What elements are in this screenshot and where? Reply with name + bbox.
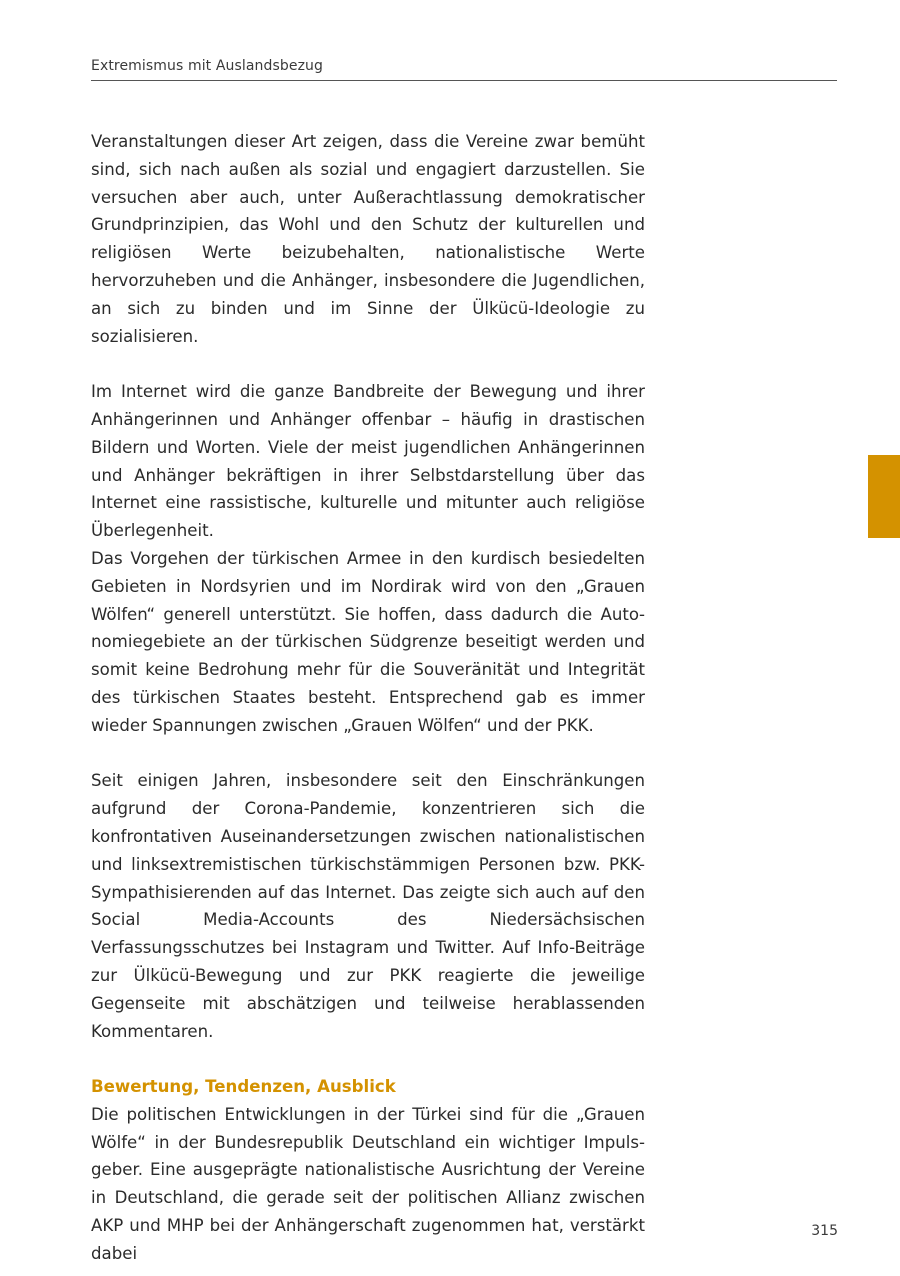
body-text: [91, 128, 645, 1268]
paragraph-3: Das Vorgehen der türkischen Armee in den kurdisch besiedelten Gebieten in Nordsyrien und im Nordirak wird von den „Grauen Wölfen“ generell unterstützt. Sie hoffen, dass dadurch die Autonomiegebiete an der türkischen Südgrenze beseitigt werden und somit keine Bedrohung mehr für die Souveränität und Integrität des türkischen Staates besteht. Entsprechend gab es immer wieder Spannungen zwischen „Grauen Wölfen“ und der PKK.: [91, 548, 645, 735]
paragraph-gap: [91, 350, 645, 378]
paragraph-gap: [91, 1045, 645, 1073]
chapter-tab-marker: [868, 455, 900, 538]
page-number: 315: [811, 1223, 838, 1239]
paragraph-gap: [91, 740, 645, 768]
paragraph-1: Veranstaltungen dieser Art zeigen, dass die Vereine zwar bemüht sind, sich nach außen als sozial und engagiert darzustellen. Sie versuchen aber auch, unter Außerachtlassung demokratischer Grundprinzipien, das Wohl und den Schutz der kulturellen und religiösen Werte beizubehalten, nationalistische Werte hervorzuheben und die Anhänger, insbesondere die Jugendlichen, an sich zu binden und im Sinne der Ülkücü-Ideologie zu sozialisieren.: [91, 132, 645, 346]
section-paragraph: Die politischen Entwicklungen in der Türkei sind für die „Grauen Wölfe“ in der Bundesrepublik Deutschland ein wichtiger Impulsgeber. Eine ausgeprägte nationalistische Ausrichtung der Vereine in Deutschland, die gerade seit der politischen Allianz zwischen AKP und MHP bei der Anhängerschaft zugenommen hat, verstärkt dabei: [91, 1104, 645, 1263]
paragraph-4: Seit einigen Jahren, insbesondere seit den Einschränkungen aufgrund der Corona-Pandemie, konzentrieren sich die konfrontativen Auseinandersetzungen zwischen nationalistischen und linksextremistischen türkischstämmigen Personen bzw. PKK-Sympathisierenden auf das Internet. Das zeigte sich auch auf den Social Media-Accounts des Niedersächsischen Verfassungsschutzes bei Instagram und Twitter. Auf Info-Beiträge zur Ülkücü-Bewegung und zur PKK reagierte die jeweilige Gegenseite mit abschätzigen und teilweise herablassenden Kommentaren.: [91, 771, 645, 1041]
header-rule: [91, 80, 837, 81]
section-heading: Bewertung, Tendenzen, Ausblick: [91, 1077, 396, 1097]
running-header: Extremismus mit Auslandsbezug: [91, 58, 323, 74]
paragraph-2: Im Internet wird die ganze Bandbreite der Bewegung und ihrer Anhängerinnen und Anhänger offenbar – häufig in drastischen Bildern und Worten. Viele der meist jugendlichen Anhängerinnen und Anhänger bekräftigen in ihrer Selbstdarstellung über das Internet eine rassistische, kulturelle und mitunter auch religiöse Überlegenheit.: [91, 382, 645, 541]
